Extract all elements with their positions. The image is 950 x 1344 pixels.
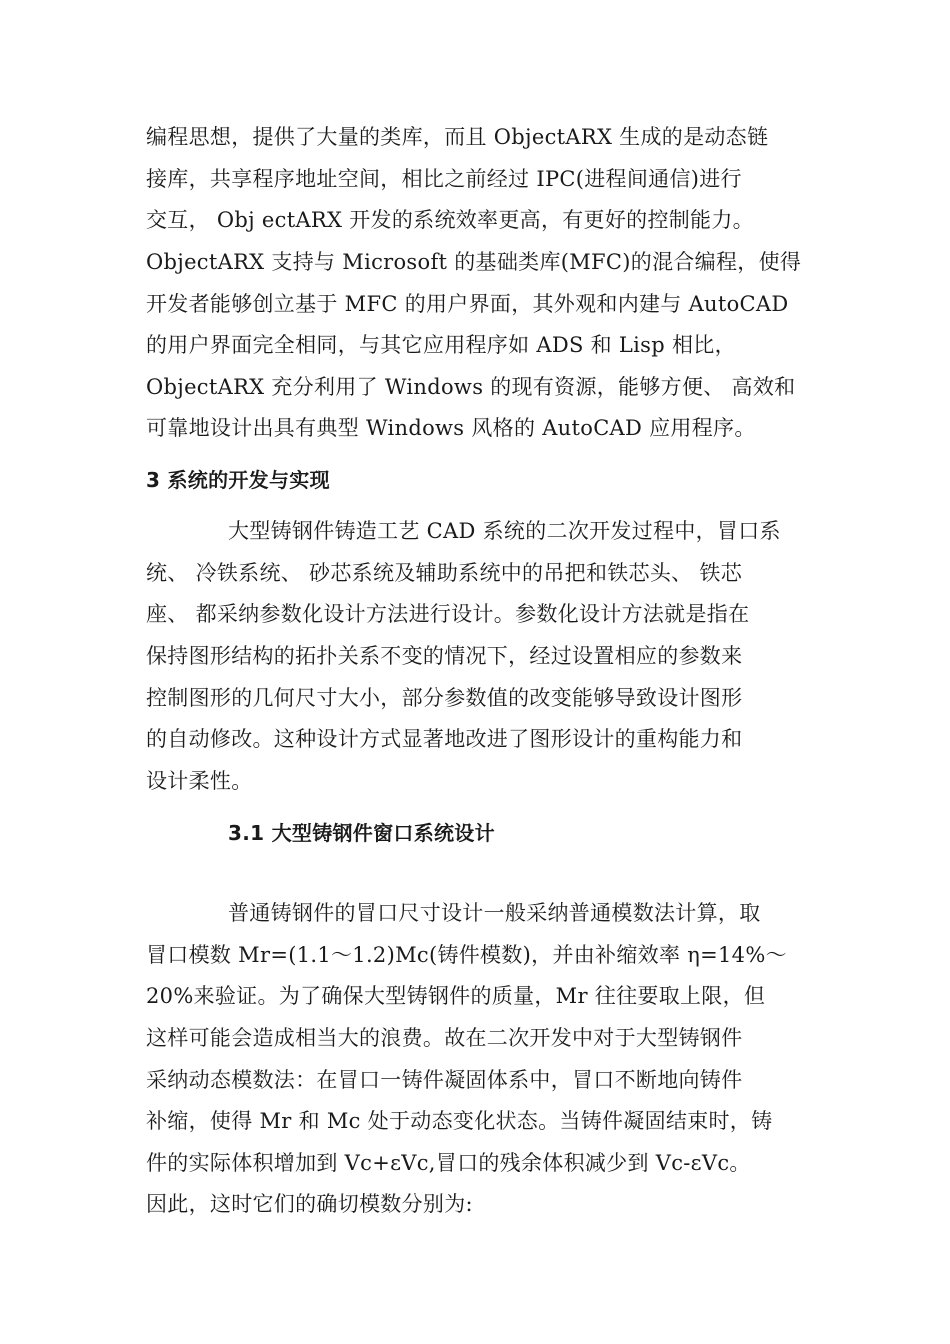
paragraph-1-line-3: 交互， Obj ectARX 开发的系统效率更高，有更好的控制能力。 xyxy=(146,208,754,232)
paragraph-2-line-1: 大型铸钢件铸造工艺 CAD 系统的二次开发过程中，冒口系 xyxy=(228,519,781,543)
section-3-heading: 3 系统的开发与实现 xyxy=(146,468,330,492)
paragraph-3-line-1: 普通铸钢件的冒口尺寸设计一般采纳普通模数法计算，取 xyxy=(228,901,761,925)
paragraph-2-line-4: 保持图形结构的拓扑关系不变的情况下，经过设置相应的参数来 xyxy=(146,644,743,668)
paragraph-1-line-5: 开发者能够创立基于 MFC 的用户界面，其外观和内建与 AutoCAD xyxy=(146,292,789,316)
paragraph-1-line-1: 编程思想，提供了大量的类库，而且 ObjectARX 生成的是动态链 xyxy=(146,125,769,149)
paragraph-1-line-7: ObjectARX 充分利用了 Windows 的现有资源，能够方便、 高效和 xyxy=(146,375,796,399)
paragraph-2-line-5: 控制图形的几何尺寸大小，部分参数值的改变能够导致设计图形 xyxy=(146,686,743,710)
paragraph-1-line-8: 可靠地设计出具有典型 Windows 风格的 AutoCAD 应用程序。 xyxy=(146,416,756,440)
paragraph-2-line-6: 的自动修改。这种设计方式显著地改进了图形设计的重构能力和 xyxy=(146,727,743,751)
paragraph-1-line-6: 的用户界面完全相同，与其它应用程序如 ADS 和 Lisp 相比， xyxy=(146,333,736,357)
paragraph-3-line-5: 采纳动态模数法：在冒口一铸件凝固体系中，冒口不断地向铸件 xyxy=(146,1068,743,1092)
paragraph-3-line-3: 20%来验证。为了确保大型铸钢件的质量，Mr 往往要取上限，但 xyxy=(146,984,766,1008)
paragraph-3-line-6: 补缩，使得 Mr 和 Mc 处于动态变化状态。当铸件凝固结束时，铸 xyxy=(146,1109,773,1133)
paragraph-1-line-4: ObjectARX 支持与 Microsoft 的基础类库(MFC)的混合编程，使得 xyxy=(146,250,802,274)
paragraph-3-line-8: 因此，这时它们的确切模数分别为: xyxy=(146,1192,473,1216)
paragraph-3-line-7: 件的实际体积增加到 Vc+εVc,冒口的残余体积减少到 Vc-εVc。 xyxy=(146,1151,751,1175)
paragraph-2-line-3: 座、 都采纳参数化设计方法进行设计。参数化设计方法就是指在 xyxy=(146,602,750,626)
paragraph-3-line-2: 冒口模数 Mr=(1.1～1.2)Mc(铸件模数)，并由补缩效率 η=14%～ xyxy=(146,943,787,967)
paragraph-2-line-2: 统、 冷铁系统、 砂芯系统及辅助系统中的吊把和铁芯头、 铁芯 xyxy=(146,561,743,585)
section-3-1-heading: 3.1 大型铸钢件窗口系统设计 xyxy=(228,821,495,845)
paragraph-2-line-7: 设计柔性。 xyxy=(146,769,253,793)
paragraph-1-line-2: 接库，共享程序地址空间，相比之前经过 IPC(进程间通信)进行 xyxy=(146,167,742,191)
paragraph-3-line-4: 这样可能会造成相当大的浪费。故在二次开发中对于大型铸钢件 xyxy=(146,1026,743,1050)
